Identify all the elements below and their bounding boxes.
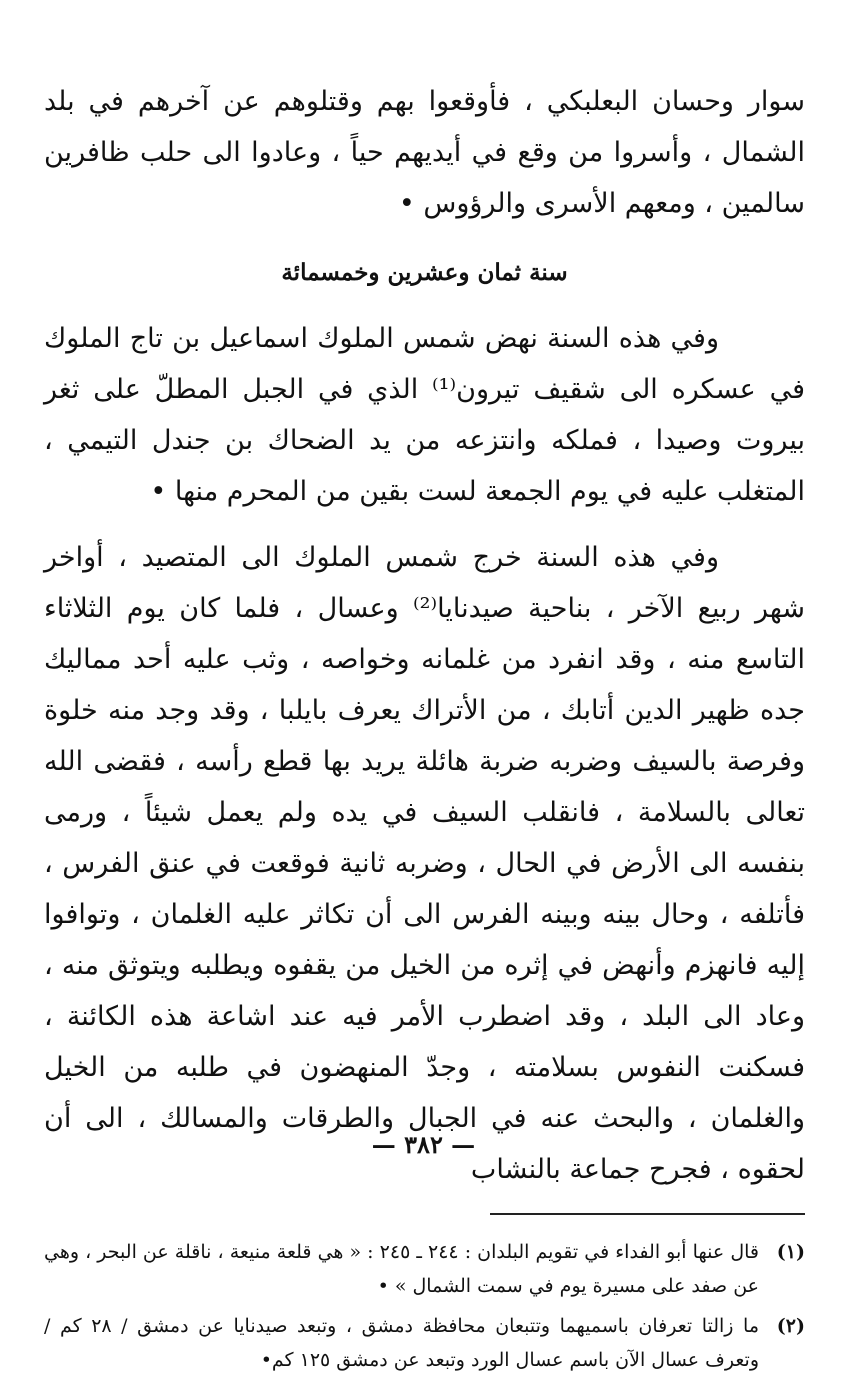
footnote [44, 1235, 805, 1303]
footnote-number: (١) [776, 1241, 805, 1263]
year-heading: سنة ثمان وعشرين وخمسمائة [281, 259, 568, 286]
footnote [44, 1309, 805, 1377]
footnotes [44, 1235, 805, 1377]
paragraph-continuation: سوار وحسان البعلبكي ، فأوقعوا بهم وقتلوهم عن آخرهم في بلد الشمال ، وأسروا من وقع في أيديهم حياً ، وعادوا الى حلب ظافرين سالمين ، ومعهم الأسرى والرؤوس • [44, 86, 805, 219]
footnote-divider [490, 1213, 805, 1215]
book-page [44, 76, 806, 1371]
page-number: — ٣٨٢ — [371, 1130, 476, 1159]
paragraph-assassination-attempt: وفي هذه السنة خرج شمس الملوك الى المتصيد ، أواخر شهر ربيع الآخر ، بناحية صيدنايا⁽²⁾ وعسال ، فلما كان يوم الثلاثاء التاسع منه ، وقد انفرد من غلمانه وخواصه ، وثب عليه أحد مماليك جده ظهير الدين أتابك ، من الأتراك يعرف بايلبا ، وقد وجد منه خلوة وفرصة بالسيف وضربه ضربة هائلة يريد بها قطع رأسه ، فقضى الله تعالى بالسلامة ، فانقلب السيف في يده ولم يعمل شيئاً ، ورمى بنفسه الى الأرض في الحال ، وضربه ثانية فوقعت في عنق الفرس ، فأتلفه ، وحال بينه وبينه الفرس الى أن تكاثر عليه الغلمان ، وتوافوا إليه فانهزم وأنهض في إثره من الخيل من يقفوه ويطلبه ويتوثق منه ، وعاد الى البلد ، وقد اضطرب الأمر فيه عند اشاعة هذه الكائنة ، فسكنت النفوس بسلامته ، وجدّ المنهضون في طلبه من الخيل والغلمان ، والبحث عنه في الجبال والطرقات والمسالك ، الى أن لحقوه ، فجرح جماعة بالنشاب [44, 542, 805, 1185]
footnote-number: (٢) [776, 1315, 805, 1337]
footnote-text: ما زالتا تعرفان باسميهما وتتبعان محافظة دمشق ، وتبعد صيدنايا عن دمشق / ٢٨ كم / وتعرف عسال الآن باسم عسال الورد وتبعد عن دمشق ١٢٥ كم• [44, 1315, 759, 1371]
footnote-text: قال عنها أبو الفداء في تقويم البلدان : ٢٤٤ ـ ٢٤٥ : « هي قلعة منيعة ، ناقلة عن البحر ، وهي عن صفد على مسيرة يوم في سمت الشمال » • [44, 1241, 759, 1297]
paragraph-shaqif-tirun: وفي هذه السنة نهض شمس الملوك اسماعيل بن تاج الملوك في عسكره الى شقيف تيرون⁽¹⁾ الذي في الجبل المطلّ على ثغر بيروت وصيدا ، فملكه وانتزعه من يد الضحاك بن جندل التيمي ، المتغلب عليه في يوم الجمعة لست بقين من المحرم منها • [44, 323, 806, 507]
